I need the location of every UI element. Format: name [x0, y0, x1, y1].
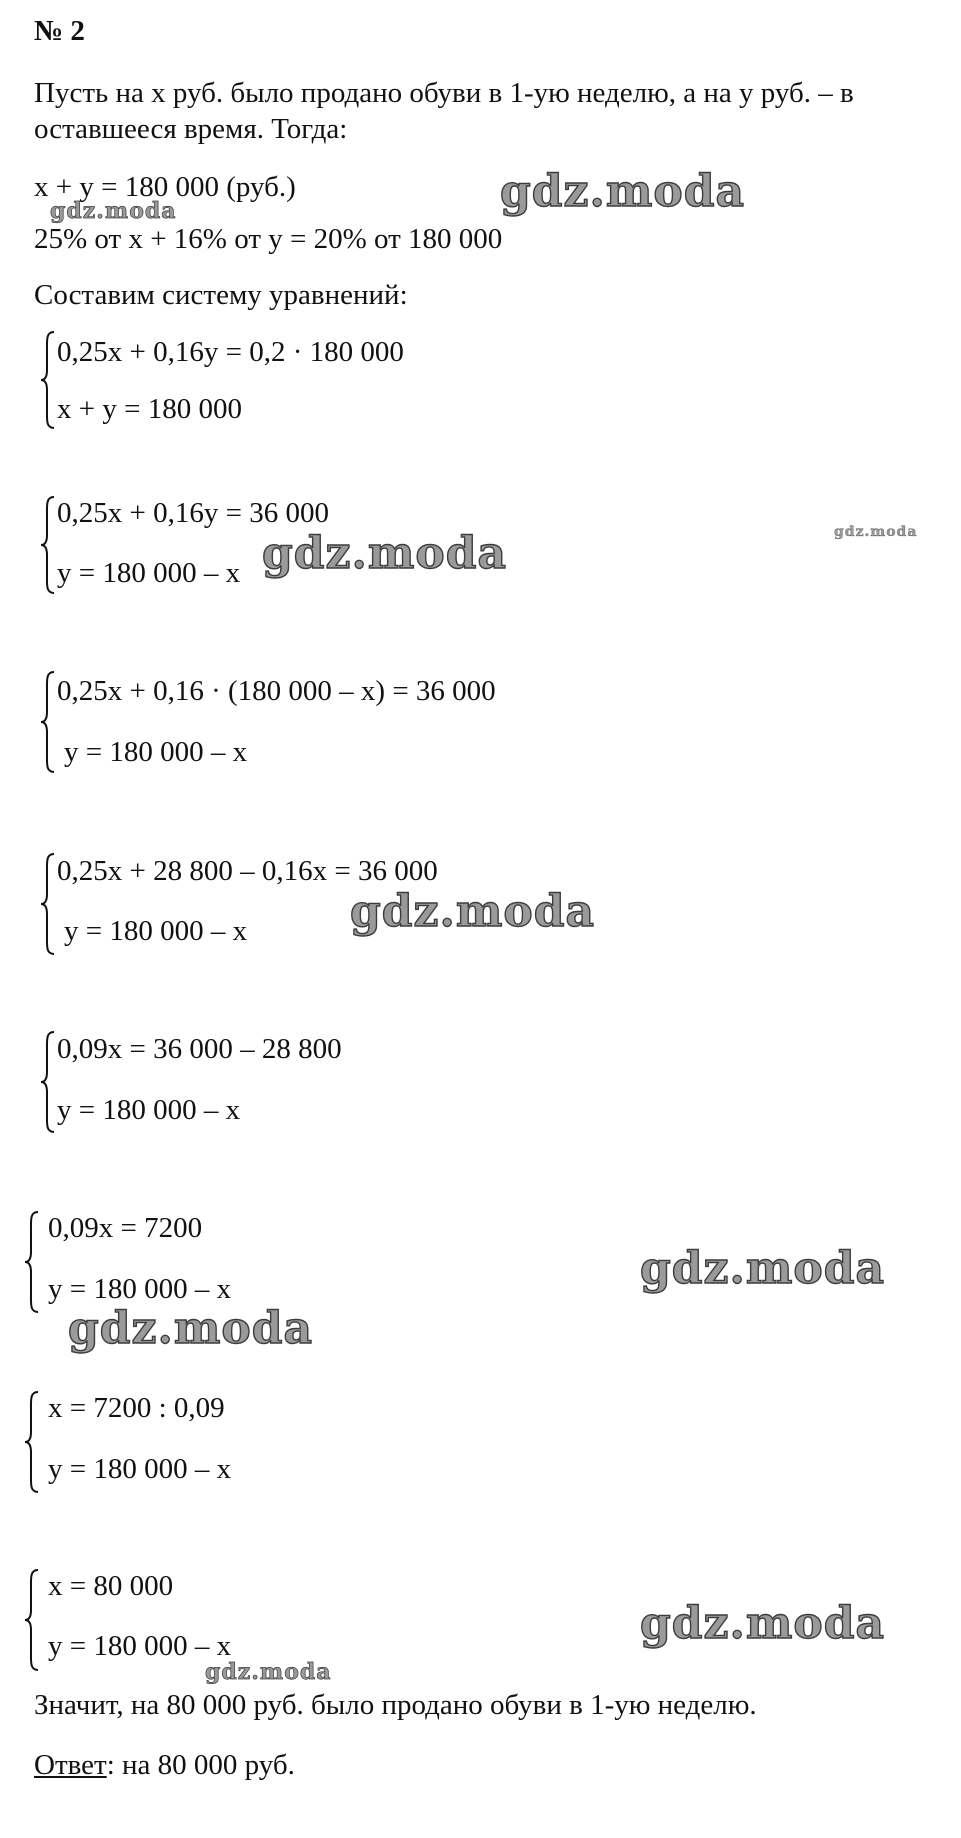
watermark: gdz.moda: [350, 886, 596, 937]
system-brace: [40, 1030, 56, 1134]
system-2-line-1: 0,25x + 0,16y = 36 000: [57, 497, 329, 529]
system-brace: [40, 330, 56, 430]
watermark: gdz.moda: [205, 1659, 332, 1685]
equation-sum: x + y = 180 000 (руб.): [34, 171, 296, 203]
watermark: gdz.moda: [68, 1303, 314, 1354]
answer-label: Ответ: [34, 1749, 107, 1781]
system-brace: [24, 1568, 40, 1672]
system-3-line-2: y = 180 000 – x: [64, 736, 248, 768]
system-1-line-1: 0,25x + 0,16y = 0,2 · 180 000: [57, 336, 404, 368]
watermark: gdz.moda: [834, 524, 918, 540]
watermark: gdz.moda: [640, 1243, 886, 1294]
problem-number: № 2: [34, 15, 85, 47]
system-brace: [24, 1210, 40, 1314]
system-3-line-1: 0,25x + 0,16 · (180 000 – x) = 36 000: [57, 675, 496, 707]
system-8-line-1: x = 80 000: [48, 1570, 174, 1602]
system-2-line-2: y = 180 000 – x: [57, 557, 241, 589]
system-brace: [40, 852, 56, 956]
system-brace: [24, 1390, 40, 1494]
system-7-line-1: x = 7200 : 0,09: [48, 1392, 225, 1424]
answer-line: [34, 1748, 295, 1782]
system-6-line-2: y = 180 000 – x: [48, 1273, 232, 1305]
watermark: gdz.moda: [640, 1598, 886, 1649]
system-4-line-1: 0,25x + 28 800 – 0,16x = 36 000: [57, 855, 438, 887]
intro-line-1: Пусть на x руб. было продано обуви в 1-ую неделю, а на y руб. – в: [34, 77, 854, 109]
system-5-line-1: 0,09x = 36 000 – 28 800: [57, 1033, 342, 1065]
system-6-line-1: 0,09x = 7200: [48, 1212, 203, 1244]
watermark: gdz.moda: [262, 528, 508, 579]
system-5-line-2: y = 180 000 – x: [57, 1094, 241, 1126]
system-7-line-2: y = 180 000 – x: [48, 1453, 232, 1485]
watermark: gdz.moda: [50, 198, 177, 224]
system-4-line-2: y = 180 000 – x: [64, 915, 248, 947]
watermark: gdz.moda: [500, 166, 746, 217]
system-brace: [40, 495, 56, 595]
system-intro: Составим систему уравнений:: [34, 279, 408, 311]
answer-text: : на 80 000 руб.: [106, 1749, 295, 1781]
system-brace: [40, 670, 56, 774]
equation-percent: 25% от x + 16% от y = 20% от 180 000: [34, 223, 503, 255]
system-1-line-2: x + y = 180 000: [57, 393, 242, 425]
system-8-line-2: y = 180 000 – x: [48, 1630, 232, 1662]
conclusion-text: Значит, на 80 000 руб. было продано обуви в 1-ую неделю.: [34, 1689, 757, 1721]
intro-line-2: оставшееся время. Тогда:: [34, 113, 348, 145]
